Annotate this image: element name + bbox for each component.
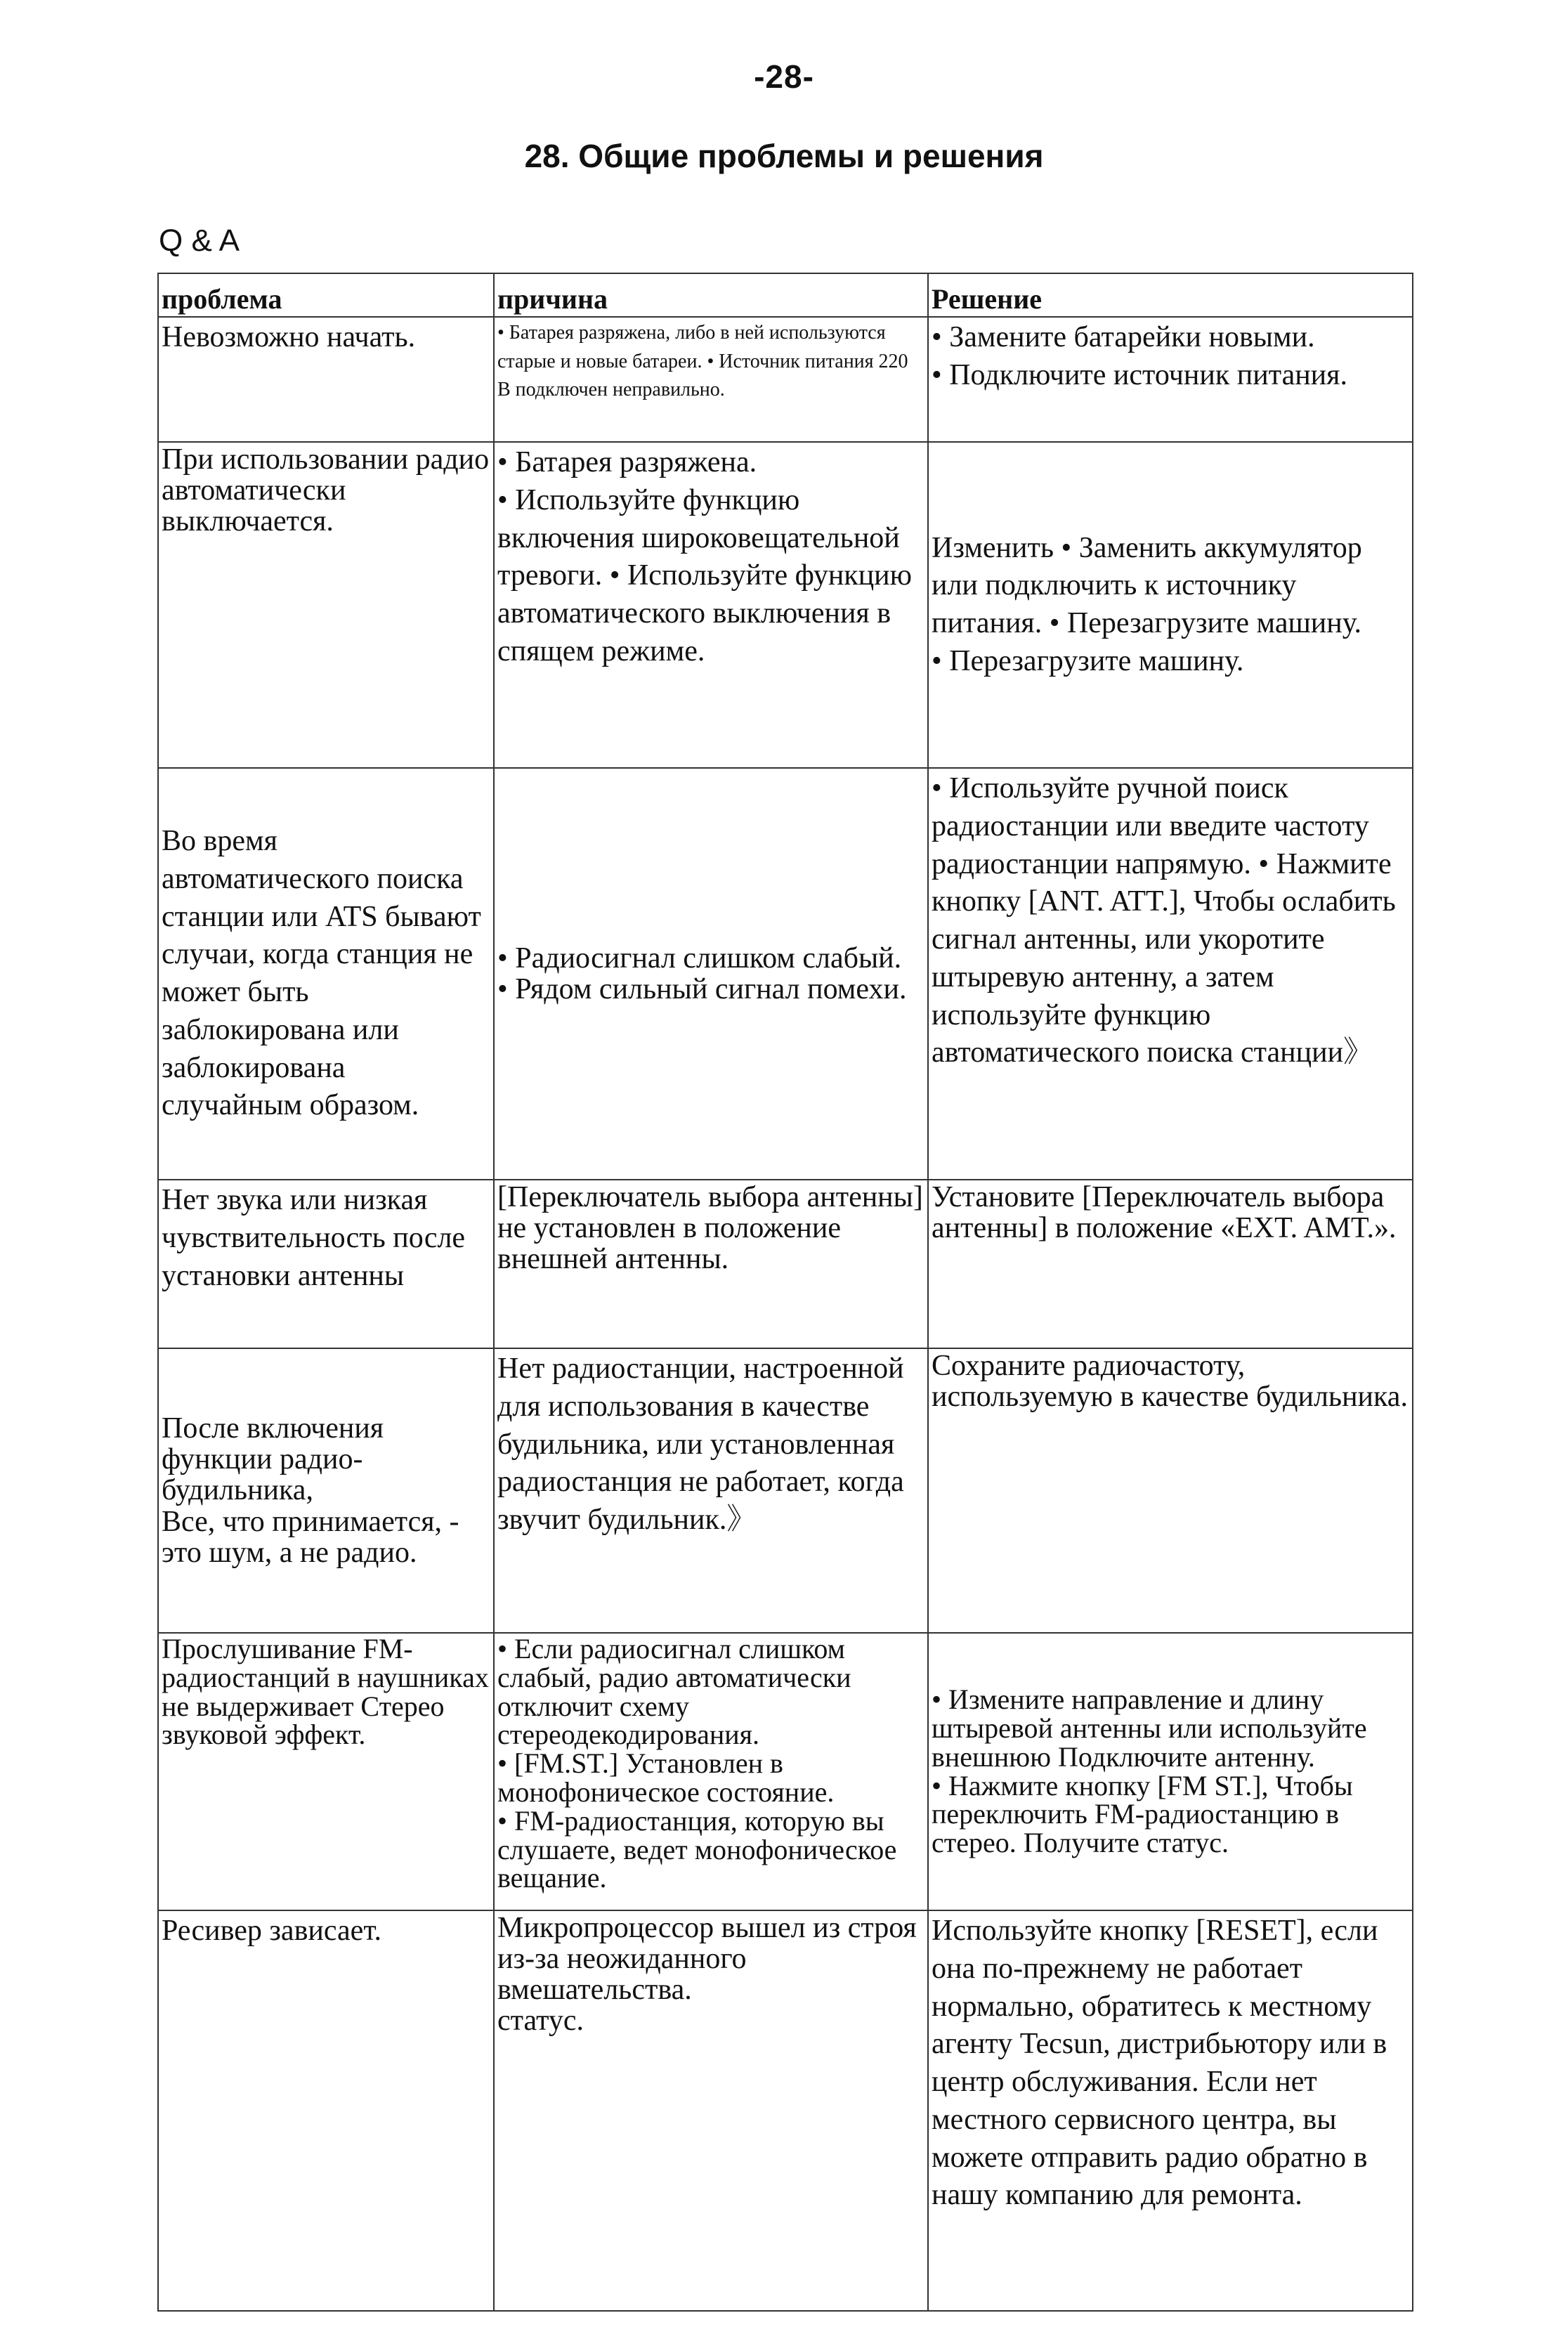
problem-cell: При использовании радио автоматически выключается. (158, 442, 494, 768)
solution-cell: Сохраните радиочастоту, используемую в качестве будильника. (928, 1348, 1413, 1633)
cause-cell: • Батарея разряжена, либо в ней используются старые и новые батареи. • Источник питания 220 В подключен неправильно. (494, 317, 928, 442)
cause-cell: • Если радиосигнал слишком слабый, радио автоматически отключит схему стереодекодирования. • [FM.ST.] Установлен в монофоническое состояние. • FM-радиостанция, которую вы слушаете, ведет монофоническое вещание. (494, 1633, 928, 1910)
solution-cell: Используйте кнопку [RESET], если она по-прежнему не работает нормально, обратитесь к местному агенту Tecsun, дистрибьютору или в центр обслуживания. Если нет местного сервисного центра, вы можете отправить радио обратно в нашу компанию для ремонта. (928, 1910, 1413, 2311)
qa-label: Q & A (159, 223, 240, 258)
solution-cell: • Используйте ручной поиск радиостанции или введите частоту радиостанции напрямую. • Нажмите кнопку [ANT. ATT.], Чтобы ослабить сигнал антенны, или укоротите штыревую антенну, а затем используйте функцию автоматического поиска станции》 (928, 768, 1413, 1180)
table-row (158, 1348, 1413, 1633)
table-row (158, 1910, 1413, 2311)
cause-cell: Микропроцессор вышел из строя из-за неожиданного вмешательства. статус. (494, 1910, 928, 2311)
table-row (158, 768, 1413, 1180)
problem-cell: После включения функции радио-будильника, Все, что принимается, - это шум, а не радио. (158, 1348, 494, 1633)
table-row (158, 1180, 1413, 1348)
column-header-problem: проблема (158, 273, 494, 317)
qa-table (157, 273, 1413, 2312)
column-header-cause: причина (494, 273, 928, 317)
solution-cell: Установите [Переключатель выбора антенны] в положение «EXT. AMT.». (928, 1180, 1413, 1348)
solution-cell: Изменить • Заменить аккумулятор или подключить к источнику питания. • Перезагрузите машину. • Перезагрузите машину. (928, 442, 1413, 768)
cause-cell: Нет радиостанции, настроенной для использования в качестве будильника, или установленная радиостанция не работает, когда звучит будильник.》 (494, 1348, 928, 1633)
table-row (158, 317, 1413, 442)
column-header-solution: Решение (928, 273, 1413, 317)
problem-cell: Прослушивание FM-радиостанций в наушниках не выдерживает Стерео звуковой эффект. (158, 1633, 494, 1910)
problem-cell: Ресивер зависает. (158, 1910, 494, 2311)
page-number: -28- (754, 58, 814, 95)
problem-cell: Нет звука или низкая чувствительность после установки антенны (158, 1180, 494, 1348)
cause-cell: • Батарея разряжена. • Используйте функцию включения широковещательной тревоги. • Используйте функцию автоматического выключения в спящем режиме. (494, 442, 928, 768)
cause-cell: [Переключатель выбора антенны] не установлен в положение внешней антенны. (494, 1180, 928, 1348)
problem-cell: Во время автоматического поиска станции или ATS бывают случаи, когда станция не может быть заблокирована или заблокирована случайным образом. (158, 768, 494, 1180)
table-header-row (158, 273, 1413, 317)
cause-cell: • Радиосигнал слишком слабый. • Рядом сильный сигнал помехи. (494, 768, 928, 1180)
solution-cell: • Замените батарейки новыми. • Подключите источник питания. (928, 317, 1413, 442)
page-title: 28. Общие проблемы и решения (524, 138, 1044, 174)
solution-cell: • Измените направление и длину штыревой антенны или используйте внешнюю Подключите антенну. • Нажмите кнопку [FM ST.], Чтобы переключить FM-радиостанцию в стерео. Получите статус. (928, 1633, 1413, 1910)
table-row (158, 442, 1413, 768)
problem-cell: Невозможно начать. (158, 317, 494, 442)
table-row (158, 1633, 1413, 1910)
